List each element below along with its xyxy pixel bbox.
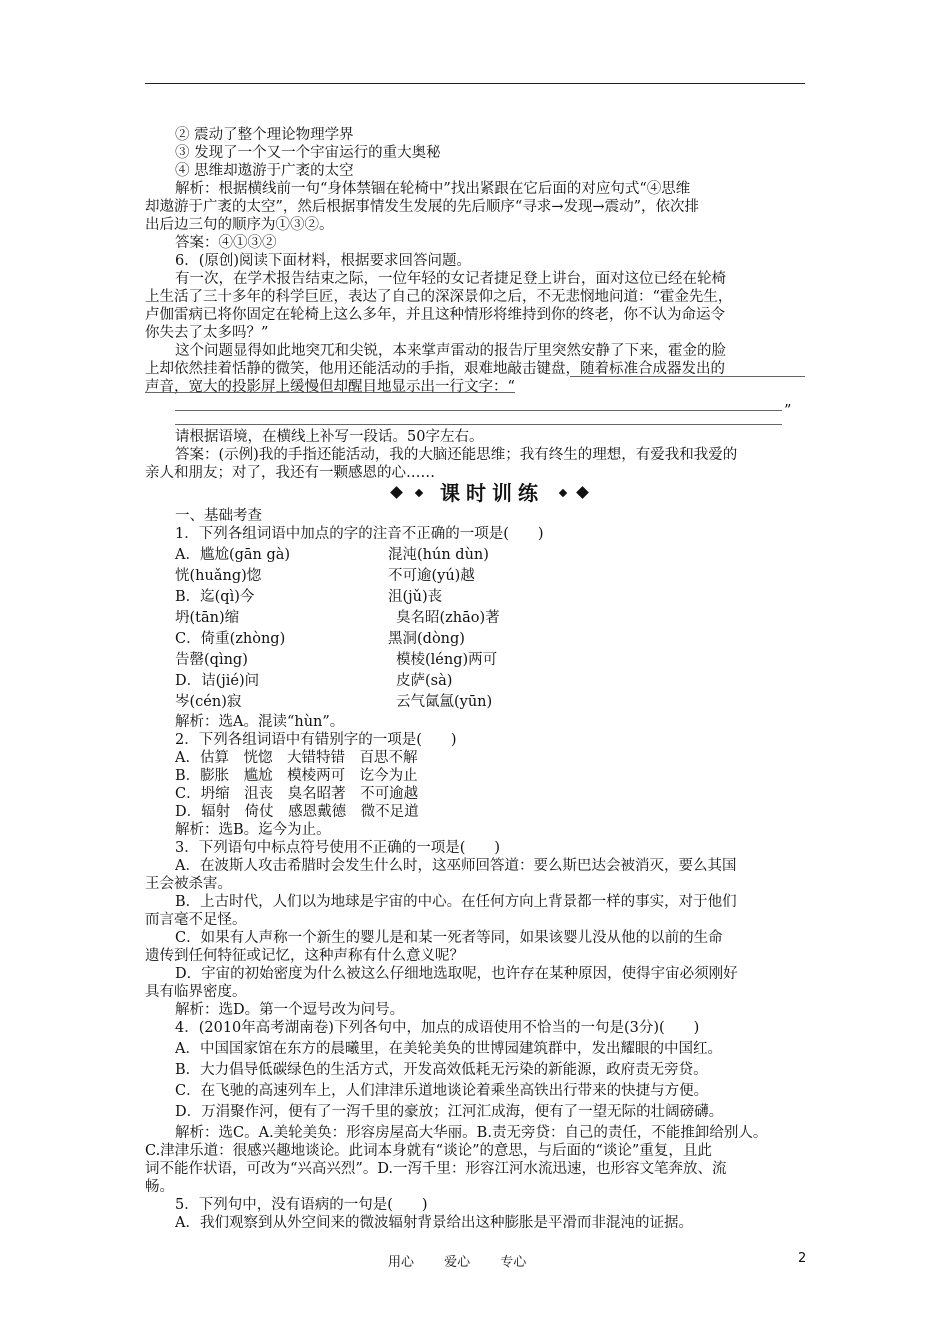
analysis-line: 词不能作状语，可改为“兴高兴烈”。D.一泻千里：形容江河水流迅速，也形容文笔奔放、流 (145, 1161, 727, 1177)
option-line: A．我们观察到从外空间来的微波辐射背景给出这种膨胀是平滑而非混沌的证据。 (175, 1215, 693, 1231)
analysis-line: 解析：选D。第一个逗号改为问号。 (175, 1002, 405, 1018)
question-stem: 2．下列各组词语中有错别字的一项是( ) (175, 732, 457, 748)
option-cell: 不可逾(yú)越 (388, 568, 475, 584)
banner-title: 课时训练 (440, 481, 544, 505)
option-line: C．如果有人声称一个新生的婴儿是和某一死者等同，如果该婴儿没从他的以前的生命 (175, 930, 723, 946)
option-cell: 黑洞(dòng) (388, 631, 465, 647)
diamond-icon (559, 489, 567, 497)
analysis-line: 解析：选A。混读“hùn”。 (175, 714, 345, 730)
analysis-line: 解析：选B。迄今为止。 (175, 822, 331, 838)
option-line: B．上古时代，人们以为地球是宇宙的中心。在任何方向上背景都一样的事实，对于他们 (175, 894, 737, 910)
option-line: ③ 发现了一个又一个宇宙运行的重大奥秘 (175, 145, 441, 161)
question-stem: 5．下列句中，没有语病的一句是( ) (175, 1197, 428, 1213)
option-line: 王会被杀害。 (145, 876, 232, 892)
option-line: 而言毫不足怪。 (145, 912, 247, 928)
answer-blank-line (175, 410, 782, 411)
option-cell: 臭名昭(zhāo)著 (396, 610, 500, 626)
option-cell: 告罄(qìng) (175, 652, 248, 668)
option-line: A．估算 恍惚 大错特错 百思不解 (175, 750, 418, 766)
option-line: 遗传到任何特征或记忆，这种声称有什么意义呢？ (145, 948, 464, 964)
option-line: B．大力倡导低碳绿色的生活方式，开发高效低耗无污染的新能源，政府责无旁贷。 (175, 1062, 708, 1078)
option-cell: A．尴尬(gān gà) (175, 547, 291, 563)
option-line: ④ 思维却遨游于广袤的太空 (175, 163, 354, 179)
option-cell: D．诘(jié)问 (175, 673, 260, 689)
option-line: C．在飞驰的高速列车上，人们津津乐道地谈论着乘坐高铁出行带来的快捷与方便。 (175, 1083, 709, 1099)
analysis-line: 解析：根据横线前一句“身体禁锢在轮椅中”找出紧跟在它后面的对应句式“④思维 (175, 181, 691, 197)
option-cell: 沮(jǔ)丧 (388, 589, 443, 605)
page-number: 2 (798, 1251, 807, 1266)
question-stem: 4．(2010年高考湖南卷)下列各句中，加点的成语使用不恰当的一句是(3分)( ) (175, 1020, 700, 1036)
option-cell: 皮萨(sà) (396, 673, 453, 689)
page-footer: 用心 爱心 专心 (388, 1255, 527, 1270)
analysis-line: 出后边三句的顺序为①③②。 (145, 217, 334, 233)
section-banner (388, 480, 594, 506)
instruction-line: 请根据语境，在横线上补写一段话。50字左右。 (175, 429, 484, 445)
passage-line: 卢伽雷病已将你固定在轮椅上这么多年，并且这种情形将维持到你的终老，你不认为命运令 (145, 307, 725, 323)
answer-blank-line (175, 424, 782, 425)
passage-line: 上生活了三十多年的科学巨匠，表达了自己的深深景仰之后，不无悲悯地问道：“霍金先生， (145, 289, 733, 305)
question-stem: 6．(原创)阅读下面材料，根据要求回答问题。 (175, 253, 472, 269)
passage-line: 上却依然挂着恬静的微笑，他用还能活动的手指，艰难地敲击键盘，随着标准合成器发出的 (145, 361, 725, 377)
passage-line: 这个问题显得如此地突兀和尖锐，本来掌声雷动的报告厅里突然安静了下来，霍金的脸 (175, 343, 726, 359)
option-line: D．辐射 倚仗 感恩戴德 微不足道 (175, 804, 419, 820)
answer-line: 亲人和朋友；对了，我还有一颗感恩的心…… (145, 465, 435, 481)
option-cell: 坍(tān)缩 (175, 610, 240, 626)
option-line: A．在波斯人攻击希腊时会发生什么时，这巫师回答道：要么斯巴达会被消灭，要么其国 (175, 858, 737, 874)
analysis-line: 解析：选C。A.美轮美奂：形容房屋高大华丽。B.责无旁贷：自己的责任，不能推卸给别人。 (175, 1125, 768, 1141)
passage-line: 你失去了太多吗？” (145, 325, 269, 341)
diamond-icon (415, 489, 423, 497)
answer-blank-line (145, 392, 515, 393)
question-stem: 3．下列语句中标点符号使用不正确的一项是( ) (175, 840, 501, 856)
option-cell: 岑(cén)寂 (175, 694, 242, 710)
answer-line: 答案：(示例)我的手指还能活动，我的大脑还能思维；我有终生的理想，有爱我和我爱的 (175, 447, 738, 463)
answer-line: 答案：④①③② (175, 235, 277, 251)
option-line: ② 震动了整个理论物理学界 (175, 127, 354, 143)
option-cell: C．倚重(zhòng) (175, 631, 286, 647)
question-stem: 1．下列各组词语中加点的字的注音不正确的一项是( ) (175, 526, 544, 542)
option-line: C．坍缩 沮丧 臭名昭著 不可逾越 (175, 786, 419, 802)
option-cell: 云气氤氲(yūn) (396, 694, 493, 710)
closing-quote: ” (784, 403, 792, 419)
option-cell: 恍(huǎng)惚 (175, 568, 262, 584)
analysis-line: C.津津乐道：很感兴趣地谈论。此词本身就有“谈论”的意思，与后面的“谈论”重复，且此 (145, 1143, 712, 1159)
section-heading: 一、基础考查 (175, 508, 262, 524)
passage-line: 有一次，在学术报告结束之际，一位年轻的女记者捷足登上讲台，面对这位已经在轮椅 (175, 271, 726, 287)
option-line: 具有临界密度。 (145, 984, 247, 1000)
option-line: A．中国国家馆在东方的晨曦里，在美轮美奂的世博园建筑群中，发出耀眼的中国红。 (175, 1041, 722, 1057)
answer-blank-line (570, 376, 805, 377)
option-cell: B．迄(qì)今 (175, 589, 255, 605)
analysis-line: 畅。 (145, 1179, 174, 1195)
option-line: D．万涓聚作河，便有了一泻千里的豪放；江河汇成海，便有了一望无际的壮阔磅礴。 (175, 1104, 724, 1120)
passage-line: 声音，宽大的投影屏上缓慢但却醒目地显示出一行文字：“ (145, 379, 515, 395)
option-cell: 混沌(hún dùn) (388, 547, 489, 563)
diamond-icon (390, 486, 403, 499)
header-rule (145, 83, 805, 84)
diamond-icon (576, 486, 589, 499)
option-line: D．宇宙的初始密度为什么被这么仔细地选取呢，也许存在某种原因，使得宇宙必须刚好 (175, 966, 738, 982)
option-line: B．膨胀 尴尬 模棱两可 讫今为止 (175, 768, 418, 784)
option-cell: 模棱(léng)两可 (396, 652, 498, 668)
analysis-line: 却遨游于广袤的太空”，然后根据事情发生发展的先后顺序“寻求→发现→震动”，依次排 (145, 199, 700, 215)
